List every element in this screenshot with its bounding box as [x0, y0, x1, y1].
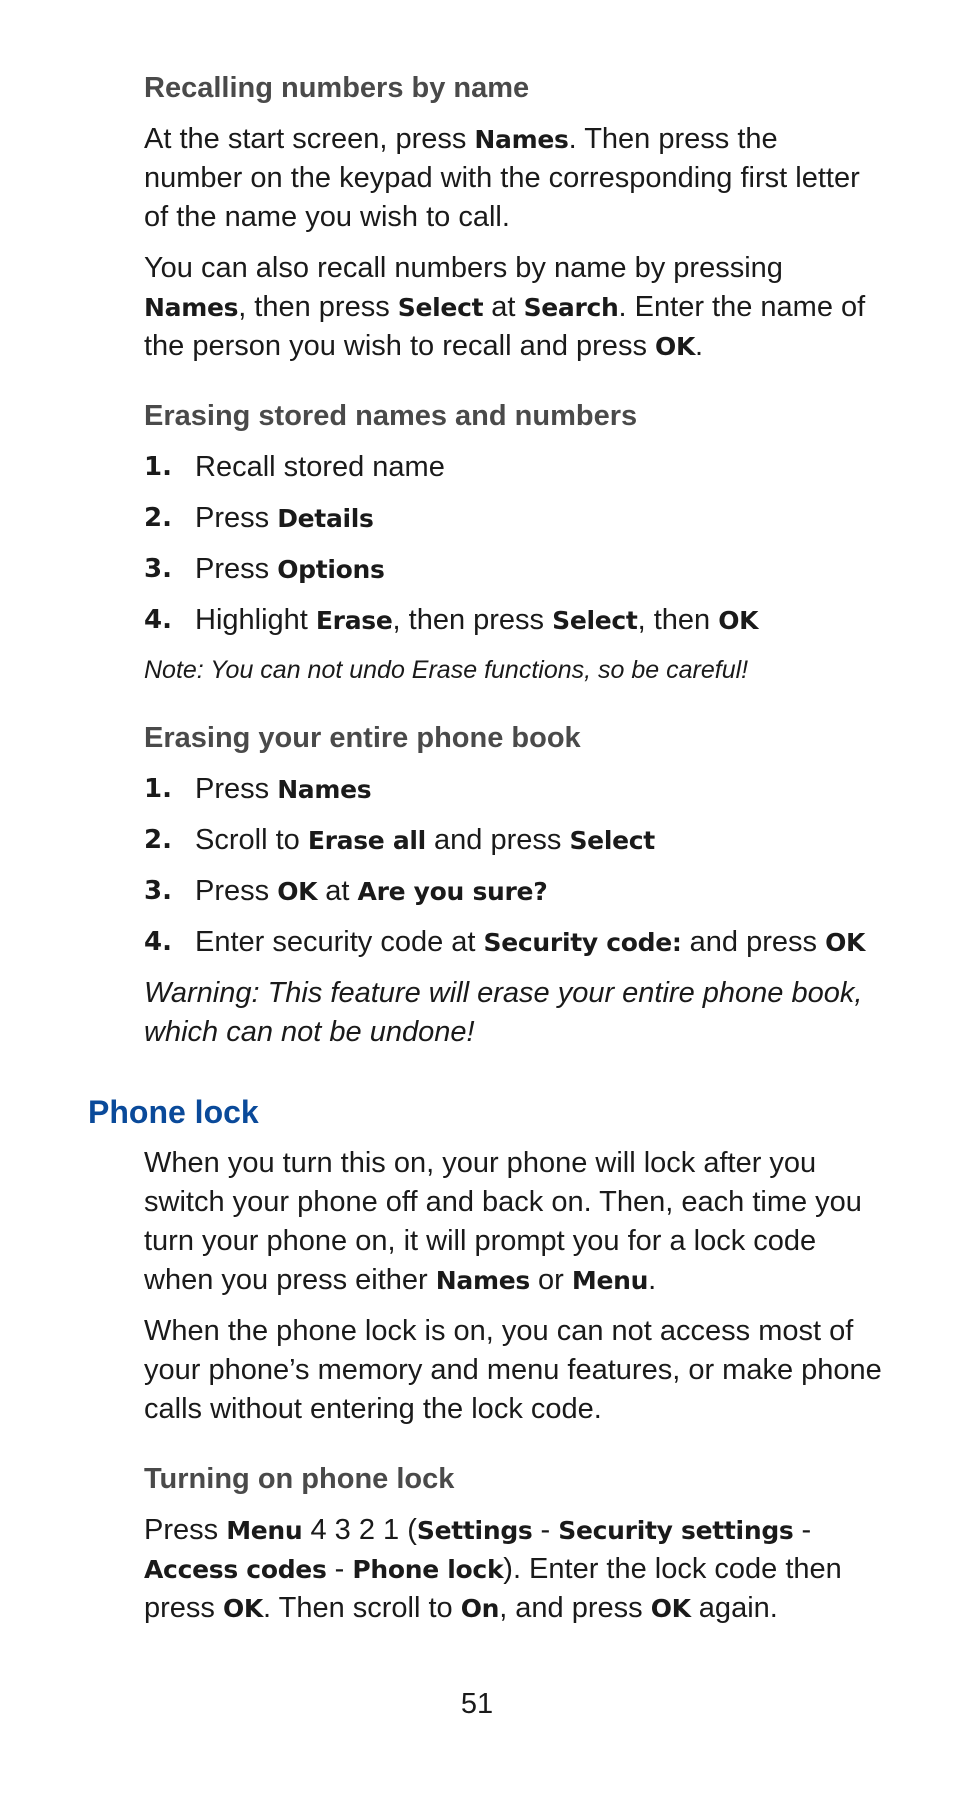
- text-run: Press: [195, 875, 278, 907]
- keyword-names: Names: [474, 125, 569, 154]
- keyword-menu: Menu: [226, 1516, 303, 1545]
- step-item: [144, 923, 884, 962]
- text-run: , and press: [499, 1592, 651, 1624]
- keyword-phone-lock: Phone lock: [352, 1555, 504, 1584]
- text-run: at: [483, 291, 524, 323]
- recall-paragraph-2: [144, 249, 884, 366]
- text-run: Press: [144, 1514, 227, 1546]
- keyword-security-code: Security code:: [483, 928, 682, 957]
- step-item: [144, 550, 884, 589]
- keyword-names: Names: [435, 1266, 530, 1295]
- text-run: -: [793, 1514, 812, 1546]
- keyword-search: Search: [523, 293, 619, 322]
- text-run: You can also recall numbers by name by pressing: [144, 252, 783, 284]
- text-run: . Then press the number on the keypad with the corresponding first letter of the name you wish to call.: [144, 123, 860, 233]
- text-run: or: [529, 1264, 572, 1296]
- text-run: and press: [681, 926, 826, 958]
- text-run: Recall stored name: [195, 451, 445, 483]
- text-run: .: [695, 330, 704, 362]
- text-run: When you turn this on, your phone will lock after you switch your phone off and back on. Then, each time you turn your phone on, it will prompt you for a lock code when you press either: [144, 1147, 862, 1296]
- text-run: at: [317, 875, 358, 907]
- keyword-ok: OK: [222, 1594, 264, 1623]
- keyword-ok: OK: [825, 928, 866, 957]
- page-number: 51: [460, 1688, 494, 1720]
- step-number: 3.: [144, 554, 172, 584]
- phone-lock-title: Phone lock: [88, 1094, 259, 1130]
- erase-names-heading: Erasing stored names and numbers: [144, 400, 638, 432]
- step-number: 2.: [144, 825, 172, 855]
- text-run: and press: [425, 824, 570, 856]
- step-item: [144, 770, 884, 809]
- step-item: [144, 448, 884, 487]
- text-run: Press: [195, 553, 278, 585]
- keyword-select: Select: [569, 826, 655, 855]
- keyword-ok: OK: [277, 877, 318, 906]
- keyword-menu: Menu: [571, 1266, 649, 1295]
- text-run: .: [648, 1264, 657, 1296]
- keyword-erase-all: Erase all: [307, 826, 426, 855]
- keyword-ok: OK: [718, 606, 759, 635]
- text-run: -: [532, 1514, 559, 1546]
- keyword-erase: Erase: [315, 606, 393, 635]
- step-item: [144, 601, 884, 640]
- erase-book-steps: [144, 770, 884, 962]
- text-run: Enter security code at: [195, 926, 484, 958]
- keyword-settings: Settings: [416, 1516, 533, 1545]
- erase-warning: Warning: This feature will erase your entire phone book, which can not be undone!: [144, 977, 863, 1048]
- step-number: 3.: [144, 876, 172, 906]
- keyword-access-codes: Access codes: [144, 1555, 327, 1584]
- text-run: , then press: [392, 604, 553, 636]
- step-number: 4.: [144, 605, 172, 635]
- erase-names-steps: [144, 448, 884, 640]
- keyword-are-you-sure: Are you sure?: [357, 877, 548, 906]
- text-run: 4 3 2 1 (: [302, 1514, 417, 1546]
- text-run: -: [326, 1553, 353, 1585]
- keyword-select: Select: [552, 606, 638, 635]
- keyword-ok: OK: [655, 332, 696, 361]
- step-number: 1.: [144, 774, 172, 804]
- phone-lock-paragraph-1: [144, 1144, 884, 1300]
- step-item: [144, 499, 884, 538]
- text-run: Press: [195, 773, 278, 805]
- phone-lock-paragraph-2: When the phone lock is on, you can not access most of your phone’s memory and menu features, or make phone calls without entering the lock code.: [144, 1315, 882, 1425]
- step-number: 4.: [144, 927, 172, 957]
- erase-book-heading: Erasing your entire phone book: [144, 722, 581, 754]
- recall-paragraph-1: [144, 120, 884, 237]
- recall-heading: Recalling numbers by name: [144, 72, 530, 104]
- step-item: [144, 821, 884, 860]
- keyword-on: On: [460, 1594, 500, 1623]
- step-item: [144, 872, 884, 911]
- keyword-security-settings: Security settings: [558, 1516, 794, 1545]
- keyword-options: Options: [277, 555, 385, 584]
- text-run: At the start screen, press: [144, 123, 475, 155]
- step-number: 1.: [144, 452, 172, 482]
- text-run: Highlight: [195, 604, 316, 636]
- text-run: , then: [637, 604, 719, 636]
- turning-on-lock-heading: Turning on phone lock: [144, 1463, 455, 1495]
- keyword-names: Names: [277, 775, 372, 804]
- erase-note: Note: You can not undo Erase functions, so be careful!: [144, 656, 749, 684]
- step-number: 2.: [144, 503, 172, 533]
- text-run: . Then scroll to: [263, 1592, 461, 1624]
- keyword-names: Names: [144, 293, 239, 322]
- text-run: . Enter the name of the person you wish to recall and press: [144, 291, 866, 362]
- page-content: [88, 70, 884, 1640]
- text-run: , then press: [238, 291, 398, 323]
- text-run: Scroll to: [195, 824, 308, 856]
- text-run: Press: [195, 502, 278, 534]
- keyword-details: Details: [277, 504, 374, 533]
- text-run: again.: [690, 1592, 778, 1624]
- text-run: ). Enter the lock code then press: [144, 1553, 842, 1624]
- phone-lock-paragraph-3: [144, 1511, 884, 1628]
- keyword-ok: OK: [650, 1594, 691, 1623]
- keyword-select: Select: [397, 293, 484, 322]
